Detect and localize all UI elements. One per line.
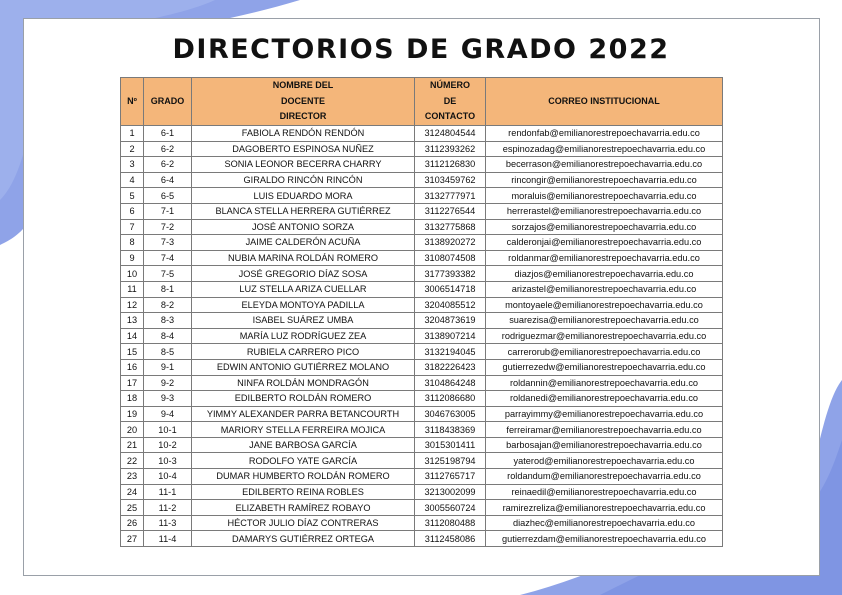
cell-grado: 6-4 — [144, 172, 192, 188]
cell-telefono: 3138907214 — [415, 328, 486, 344]
table-row — [121, 500, 723, 516]
table-row — [121, 297, 723, 313]
cell-number: 25 — [121, 500, 144, 516]
cell-number: 18 — [121, 391, 144, 407]
cell-correo: arizastel@emilianorestrepoechavarria.edu.co — [486, 281, 723, 297]
cell-nombre: JAIME CALDERÓN ACUÑA — [192, 235, 415, 251]
cell-number: 17 — [121, 375, 144, 391]
cell-nombre: BLANCA STELLA HERRERA GUTIÉRREZ — [192, 203, 415, 219]
cell-telefono: 3124804544 — [415, 126, 486, 142]
table-row — [121, 406, 723, 422]
cell-nombre: EDILBERTO ROLDÁN ROMERO — [192, 391, 415, 407]
header-numero-line3: CONTACTO — [424, 111, 476, 122]
cell-correo: diazhec@emilianorestrepoechavarria.edu.co — [486, 515, 723, 531]
table-row — [121, 313, 723, 329]
cell-number: 13 — [121, 313, 144, 329]
cell-correo: ramirezreliza@emilianorestrepoechavarria.edu.co — [486, 500, 723, 516]
cell-grado: 11-1 — [144, 484, 192, 500]
header-grado: GRADO — [144, 78, 192, 126]
cell-telefono: 3112276544 — [415, 203, 486, 219]
header-correo: CORREO INSTITUCIONAL — [486, 78, 723, 126]
cell-correo: yaterod@emilianorestrepoechavarria.edu.co — [486, 453, 723, 469]
cell-nombre: DAMARYS GUTIÉRREZ ORTEGA — [192, 531, 415, 547]
page-title: DIRECTORIOS DE GRADO 2022 — [172, 34, 670, 65]
cell-grado: 7-5 — [144, 266, 192, 282]
cell-telefono: 3112393262 — [415, 141, 486, 157]
cell-number: 15 — [121, 344, 144, 360]
cell-telefono: 3108074508 — [415, 250, 486, 266]
table-row — [121, 126, 723, 142]
cell-correo: barbosajan@emilianorestrepoechavarria.edu.co — [486, 437, 723, 453]
table-row — [121, 359, 723, 375]
cell-correo: roldanmar@emilianorestrepoechavarria.edu.co — [486, 250, 723, 266]
cell-correo: ferreiramar@emilianorestrepoechavarria.edu.co — [486, 422, 723, 438]
cell-number: 26 — [121, 515, 144, 531]
cell-nombre: NINFA ROLDÁN MONDRAGÓN — [192, 375, 415, 391]
table-row — [121, 453, 723, 469]
cell-grado: 9-1 — [144, 359, 192, 375]
cell-number: 2 — [121, 141, 144, 157]
header-numero-line2: DE — [443, 95, 457, 106]
cell-grado: 11-4 — [144, 531, 192, 547]
cell-nombre: YIMMY ALEXANDER PARRA BETANCOURTH — [192, 406, 415, 422]
header-nombre-line1: NOMBRE DEL — [272, 80, 334, 91]
cell-grado: 6-5 — [144, 188, 192, 204]
cell-correo: gutierrezedw@emilianorestrepoechavarria.edu.co — [486, 359, 723, 375]
cell-correo: roldanedi@emilianorestrepoechavarria.edu.co — [486, 391, 723, 407]
cell-number: 19 — [121, 406, 144, 422]
header-nombre-line3: DIRECTOR — [279, 111, 327, 122]
table-row — [121, 484, 723, 500]
cell-correo: reinaedil@emilianorestrepoechavarria.edu.co — [486, 484, 723, 500]
cell-correo: suarezisa@emilianorestrepoechavarria.edu.co — [486, 313, 723, 329]
cell-nombre: JOSÉ ANTONIO SORZA — [192, 219, 415, 235]
cell-telefono: 3112458086 — [415, 531, 486, 547]
cell-correo: rodriguezmar@emilianorestrepoechavarria.edu.co — [486, 328, 723, 344]
table-row — [121, 437, 723, 453]
cell-correo: calderonjai@emilianorestrepoechavarria.edu.co — [486, 235, 723, 251]
cell-grado: 10-2 — [144, 437, 192, 453]
cell-nombre: NUBIA MARINA ROLDÁN ROMERO — [192, 250, 415, 266]
cell-number: 21 — [121, 437, 144, 453]
cell-nombre: LUIS EDUARDO MORA — [192, 188, 415, 204]
cell-number: 27 — [121, 531, 144, 547]
cell-grado: 11-2 — [144, 500, 192, 516]
directory-table — [120, 77, 723, 547]
cell-correo: diazjos@emilianorestrepoechavarria.edu.co — [486, 266, 723, 282]
table-row — [121, 188, 723, 204]
cell-telefono: 3104864248 — [415, 375, 486, 391]
cell-correo: carrerorub@emilianorestrepoechavarria.edu.co — [486, 344, 723, 360]
cell-telefono: 3046763005 — [415, 406, 486, 422]
cell-number: 9 — [121, 250, 144, 266]
cell-grado: 9-4 — [144, 406, 192, 422]
cell-telefono: 3132775868 — [415, 219, 486, 235]
table-row — [121, 141, 723, 157]
table-row — [121, 422, 723, 438]
header-nombre-line2: DOCENTE — [280, 95, 325, 106]
table-row — [121, 515, 723, 531]
cell-nombre: LUZ STELLA ARIZA CUELLAR — [192, 281, 415, 297]
table-row — [121, 172, 723, 188]
cell-correo: roldandum@emilianorestrepoechavarria.edu.co — [486, 469, 723, 485]
cell-telefono: 3112086680 — [415, 391, 486, 407]
cell-nombre: DUMAR HUMBERTO ROLDÁN ROMERO — [192, 469, 415, 485]
table-row — [121, 328, 723, 344]
cell-grado: 8-1 — [144, 281, 192, 297]
cell-telefono: 3112126830 — [415, 157, 486, 173]
cell-grado: 8-3 — [144, 313, 192, 329]
cell-nombre: RUBIELA CARRERO PICO — [192, 344, 415, 360]
cell-number: 16 — [121, 359, 144, 375]
cell-telefono: 3103459762 — [415, 172, 486, 188]
cell-correo: espinozadag@emilianorestrepoechavarria.edu.co — [486, 141, 723, 157]
header-no: Nº — [121, 78, 144, 126]
cell-number: 6 — [121, 203, 144, 219]
cell-number: 5 — [121, 188, 144, 204]
cell-telefono: 3177393382 — [415, 266, 486, 282]
cell-correo: parrayimmy@emilianorestrepoechavarria.edu.co — [486, 406, 723, 422]
cell-grado: 6-2 — [144, 141, 192, 157]
cell-grado: 7-1 — [144, 203, 192, 219]
cell-nombre: MARIORY STELLA FERREIRA MOJICA — [192, 422, 415, 438]
cell-nombre: ELIZABETH RAMÍREZ ROBAYO — [192, 500, 415, 516]
cell-nombre: EDWIN ANTONIO GUTIÉRREZ MOLANO — [192, 359, 415, 375]
table-row — [121, 203, 723, 219]
cell-telefono: 3005560724 — [415, 500, 486, 516]
cell-number: 7 — [121, 219, 144, 235]
table-row — [121, 235, 723, 251]
cell-telefono: 3204085512 — [415, 297, 486, 313]
cell-grado: 6-1 — [144, 126, 192, 142]
cell-number: 14 — [121, 328, 144, 344]
table-row — [121, 391, 723, 407]
cell-nombre: GIRALDO RINCÓN RINCÓN — [192, 172, 415, 188]
cell-number: 23 — [121, 469, 144, 485]
cell-telefono: 3132777971 — [415, 188, 486, 204]
cell-nombre: JANE BARBOSA GARCÍA — [192, 437, 415, 453]
cell-grado: 7-2 — [144, 219, 192, 235]
cell-grado: 7-3 — [144, 235, 192, 251]
cell-nombre: MARÍA LUZ RODRÍGUEZ ZEA — [192, 328, 415, 344]
cell-nombre: RODOLFO YATE GARCÍA — [192, 453, 415, 469]
cell-telefono: 3182226423 — [415, 359, 486, 375]
cell-correo: roldannin@emilianorestrepoechavarria.edu.co — [486, 375, 723, 391]
cell-correo: sorzajos@emilianorestrepoechavarria.edu.co — [486, 219, 723, 235]
cell-number: 10 — [121, 266, 144, 282]
cell-nombre: ISABEL SUÁREZ UMBA — [192, 313, 415, 329]
header-numero — [415, 78, 486, 126]
cell-nombre: EDILBERTO REINA ROBLES — [192, 484, 415, 500]
cell-nombre: HÉCTOR JULIO DÍAZ CONTRERAS — [192, 515, 415, 531]
cell-correo: gutierrezdam@emilianorestrepoechavarria.edu.co — [486, 531, 723, 547]
cell-number: 4 — [121, 172, 144, 188]
table-row — [121, 344, 723, 360]
cell-correo: becerrason@emilianorestrepoechavarria.edu.co — [486, 157, 723, 173]
cell-grado: 11-3 — [144, 515, 192, 531]
cell-telefono: 3213002099 — [415, 484, 486, 500]
table-row — [121, 469, 723, 485]
header-numero-line1: NÚMERO — [430, 80, 470, 91]
table-row — [121, 250, 723, 266]
cell-grado: 9-2 — [144, 375, 192, 391]
cell-number: 1 — [121, 126, 144, 142]
cell-telefono: 3112765717 — [415, 469, 486, 485]
cell-nombre: FABIOLA RENDÓN RENDÓN — [192, 126, 415, 142]
cell-number: 3 — [121, 157, 144, 173]
cell-correo: moraluis@emilianorestrepoechavarria.edu.co — [486, 188, 723, 204]
cell-telefono: 3138920272 — [415, 235, 486, 251]
cell-correo: rincongir@emilianorestrepoechavarria.edu.co — [486, 172, 723, 188]
cell-number: 20 — [121, 422, 144, 438]
cell-correo: herrerastel@emilianorestrepoechavarria.edu.co — [486, 203, 723, 219]
cell-correo: rendonfab@emilianorestrepoechavarria.edu.co — [486, 126, 723, 142]
table-row — [121, 281, 723, 297]
cell-telefono: 3118438369 — [415, 422, 486, 438]
cell-telefono: 3015301411 — [415, 437, 486, 453]
cell-telefono: 3132194045 — [415, 344, 486, 360]
cell-number: 22 — [121, 453, 144, 469]
cell-nombre: ELEYDA MONTOYA PADILLA — [192, 297, 415, 313]
cell-telefono: 3112080488 — [415, 515, 486, 531]
cell-grado: 9-3 — [144, 391, 192, 407]
cell-grado: 8-5 — [144, 344, 192, 360]
table-row — [121, 266, 723, 282]
cell-grado: 6-2 — [144, 157, 192, 173]
cell-grado: 8-4 — [144, 328, 192, 344]
table-row — [121, 375, 723, 391]
cell-grado: 10-3 — [144, 453, 192, 469]
cell-correo: montoyaele@emilianorestrepoechavarria.edu.co — [486, 297, 723, 313]
header-nombre — [192, 78, 415, 126]
cell-number: 8 — [121, 235, 144, 251]
cell-telefono: 3125198794 — [415, 453, 486, 469]
cell-nombre: SONIA LEONOR BECERRA CHARRY — [192, 157, 415, 173]
cell-nombre: DAGOBERTO ESPINOSA NUÑEZ — [192, 141, 415, 157]
cell-grado: 10-4 — [144, 469, 192, 485]
cell-number: 24 — [121, 484, 144, 500]
table-row — [121, 219, 723, 235]
cell-grado: 10-1 — [144, 422, 192, 438]
cell-number: 12 — [121, 297, 144, 313]
cell-grado: 7-4 — [144, 250, 192, 266]
cell-telefono: 3204873619 — [415, 313, 486, 329]
table-row — [121, 531, 723, 547]
cell-nombre: JOSÉ GREGORIO DÍAZ SOSA — [192, 266, 415, 282]
cell-number: 11 — [121, 281, 144, 297]
table-header-row — [121, 78, 723, 126]
table-row — [121, 157, 723, 173]
cell-grado: 8-2 — [144, 297, 192, 313]
cell-telefono: 3006514718 — [415, 281, 486, 297]
